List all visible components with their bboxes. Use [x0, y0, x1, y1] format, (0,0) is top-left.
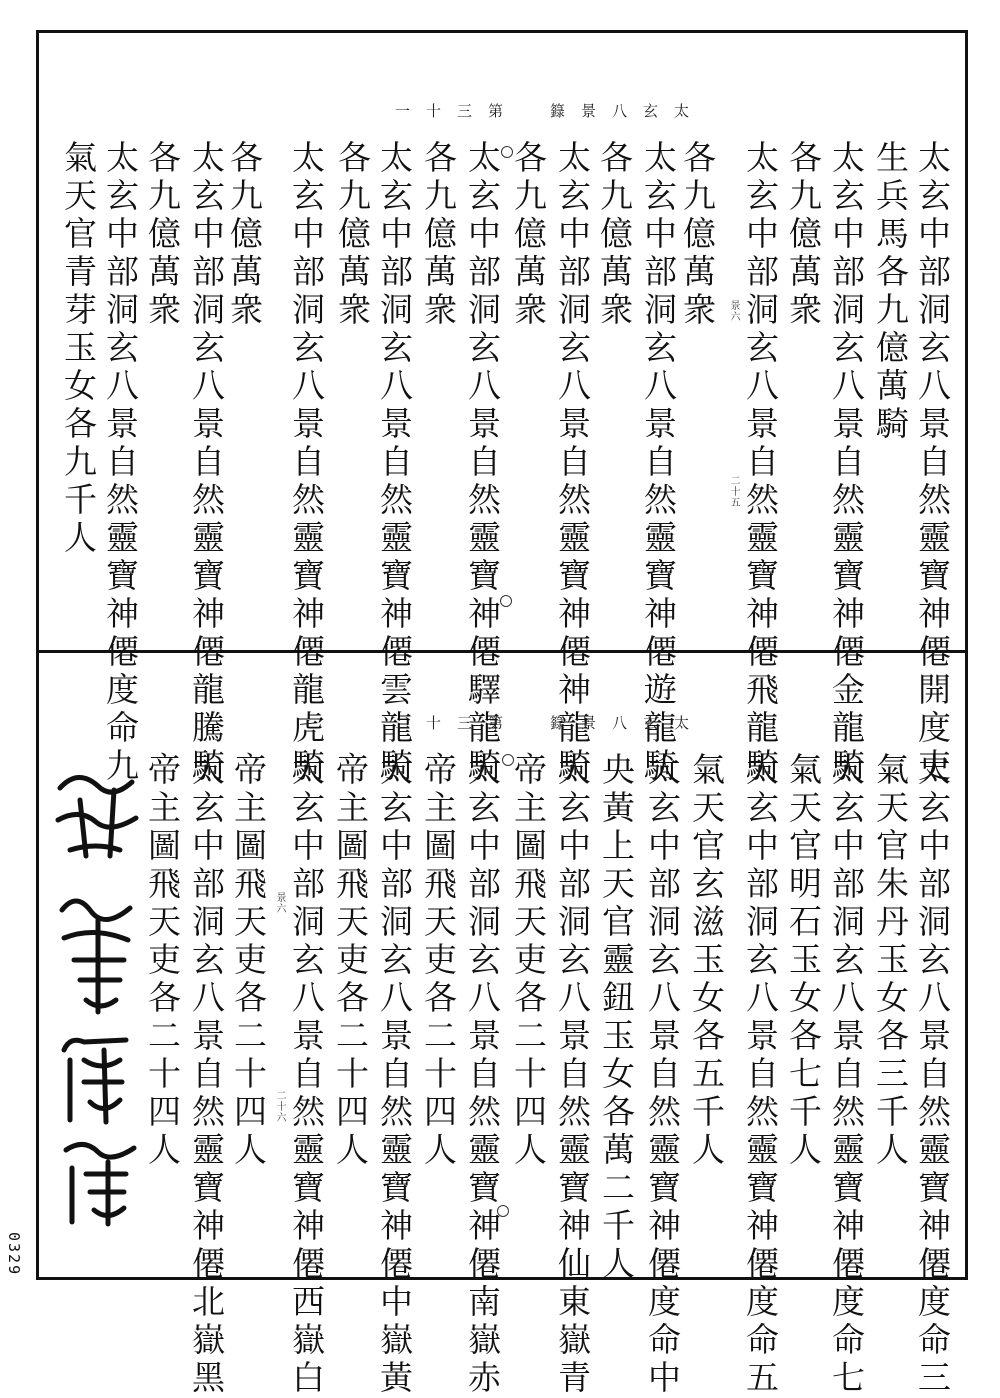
bottom-column-15: 太玄中部洞玄八景自然靈寶神僊西嶽白: [287, 752, 326, 1398]
top-column-3: 太玄中部洞玄八景自然靈寶神僊金龍騎: [827, 140, 866, 786]
top-column-7: 太玄中部洞玄八景自然靈寶神僊遊龍騎: [639, 140, 678, 786]
top-column-17: 太玄中部洞玄八景自然靈寶神僊龍騰騎: [187, 140, 226, 786]
bottom-column-3: 太玄中部洞玄八景自然靈寶神僊度命七: [827, 752, 866, 1398]
bottom-column-18: 帝主圖飛天吏各二十四人: [143, 752, 182, 1170]
top-column-5: 太玄中部洞玄八景自然靈寶神僊飛龍騎: [741, 140, 780, 786]
top-small-note-1: 景六: [728, 300, 739, 322]
bottom-column-13: 太玄中部洞玄八景自然靈寶神僊中嶽黃: [375, 752, 414, 1398]
page-number: 0329: [5, 1232, 23, 1277]
top-column-8: 各九億萬衆: [595, 140, 634, 330]
bottom-column-8: 央黃上天官靈鈕玉女各萬二千人: [597, 752, 636, 1284]
top-panel-header: 一十三第 籙景八玄太: [395, 102, 706, 120]
bottom-column-9: 太玄中部洞玄八景自然靈寶神仙東嶽青: [553, 752, 592, 1398]
top-column-11: 太玄中部洞玄八景自然靈寶神僊驛龍騎: [463, 140, 502, 786]
bottom-column-11: 太玄中部洞玄八景自然靈寶神僊南嶽赤: [463, 752, 502, 1398]
top-circle-mark-1: [501, 146, 513, 158]
bottom-column-17: 太玄中部洞玄八景自然靈寶神僊北嶽黑: [187, 752, 226, 1398]
top-column-16: 各九億萬衆: [225, 140, 264, 330]
bottom-column-1: 太玄中部洞玄八景自然靈寶神僊度命三: [913, 752, 952, 1398]
top-column-15: 太玄中部洞玄八景自然靈寶神僊龍虎騎: [287, 140, 326, 786]
bottom-column-6: 氣天官玄滋玉女各五千人: [687, 752, 726, 1170]
seal-script-decoration: [50, 760, 145, 1230]
bottom-column-2: 氣天官朱丹玉女各三千人: [871, 752, 910, 1170]
top-column-10: 各九億萬衆: [509, 140, 548, 330]
bottom-circle-mark-2: [497, 1205, 509, 1217]
top-column-4: 各九億萬衆: [784, 140, 823, 330]
bottom-small-note-1: 景六: [274, 892, 285, 914]
top-circle-mark-2: [500, 595, 512, 607]
top-column-1: 太玄中部洞玄八景自然靈寶神僊開度吏: [913, 140, 952, 786]
top-column-14: 各九億萬衆: [333, 140, 372, 330]
top-column-13: 太玄中部洞玄八景自然靈寶神僊雲龍騎: [375, 140, 414, 786]
top-small-note-2: 二十五: [728, 475, 739, 508]
bottom-circle-mark-1: [502, 754, 514, 766]
bottom-column-16: 帝主圖飛天吏各二十四人: [229, 752, 268, 1170]
top-column-6: 各九億萬衆: [678, 140, 717, 330]
top-column-20: 氣天官青芽玉女各九千人: [59, 140, 98, 558]
top-column-12: 各九億萬衆: [419, 140, 458, 330]
bottom-column-14: 帝主圖飛天吏各二十四人: [331, 752, 370, 1170]
bottom-panel-header: 二十三第 籙景八玄太: [395, 714, 706, 732]
bottom-column-4: 氣天官明石玉女各七千人: [784, 752, 823, 1170]
bottom-column-12: 帝主圖飛天吏各二十四人: [419, 752, 458, 1170]
top-column-18: 各九億萬衆: [143, 140, 182, 330]
top-column-2: 生兵馬各九億萬騎: [871, 140, 910, 444]
bottom-column-10: 帝主圖飛天吏各二十四人: [509, 752, 548, 1170]
top-column-19: 太玄中部洞玄八景自然靈寶神僊度命九: [101, 140, 140, 786]
bottom-column-7: 太玄中部洞玄八景自然靈寶神僊度命中: [643, 752, 682, 1398]
bottom-column-5: 太玄中部洞玄八景自然靈寶神僊度命五: [741, 752, 780, 1398]
bottom-small-note-2: 二十六: [274, 1090, 285, 1123]
top-column-9: 太玄中部洞玄八景自然靈寶神僊神龍騎: [553, 140, 592, 786]
